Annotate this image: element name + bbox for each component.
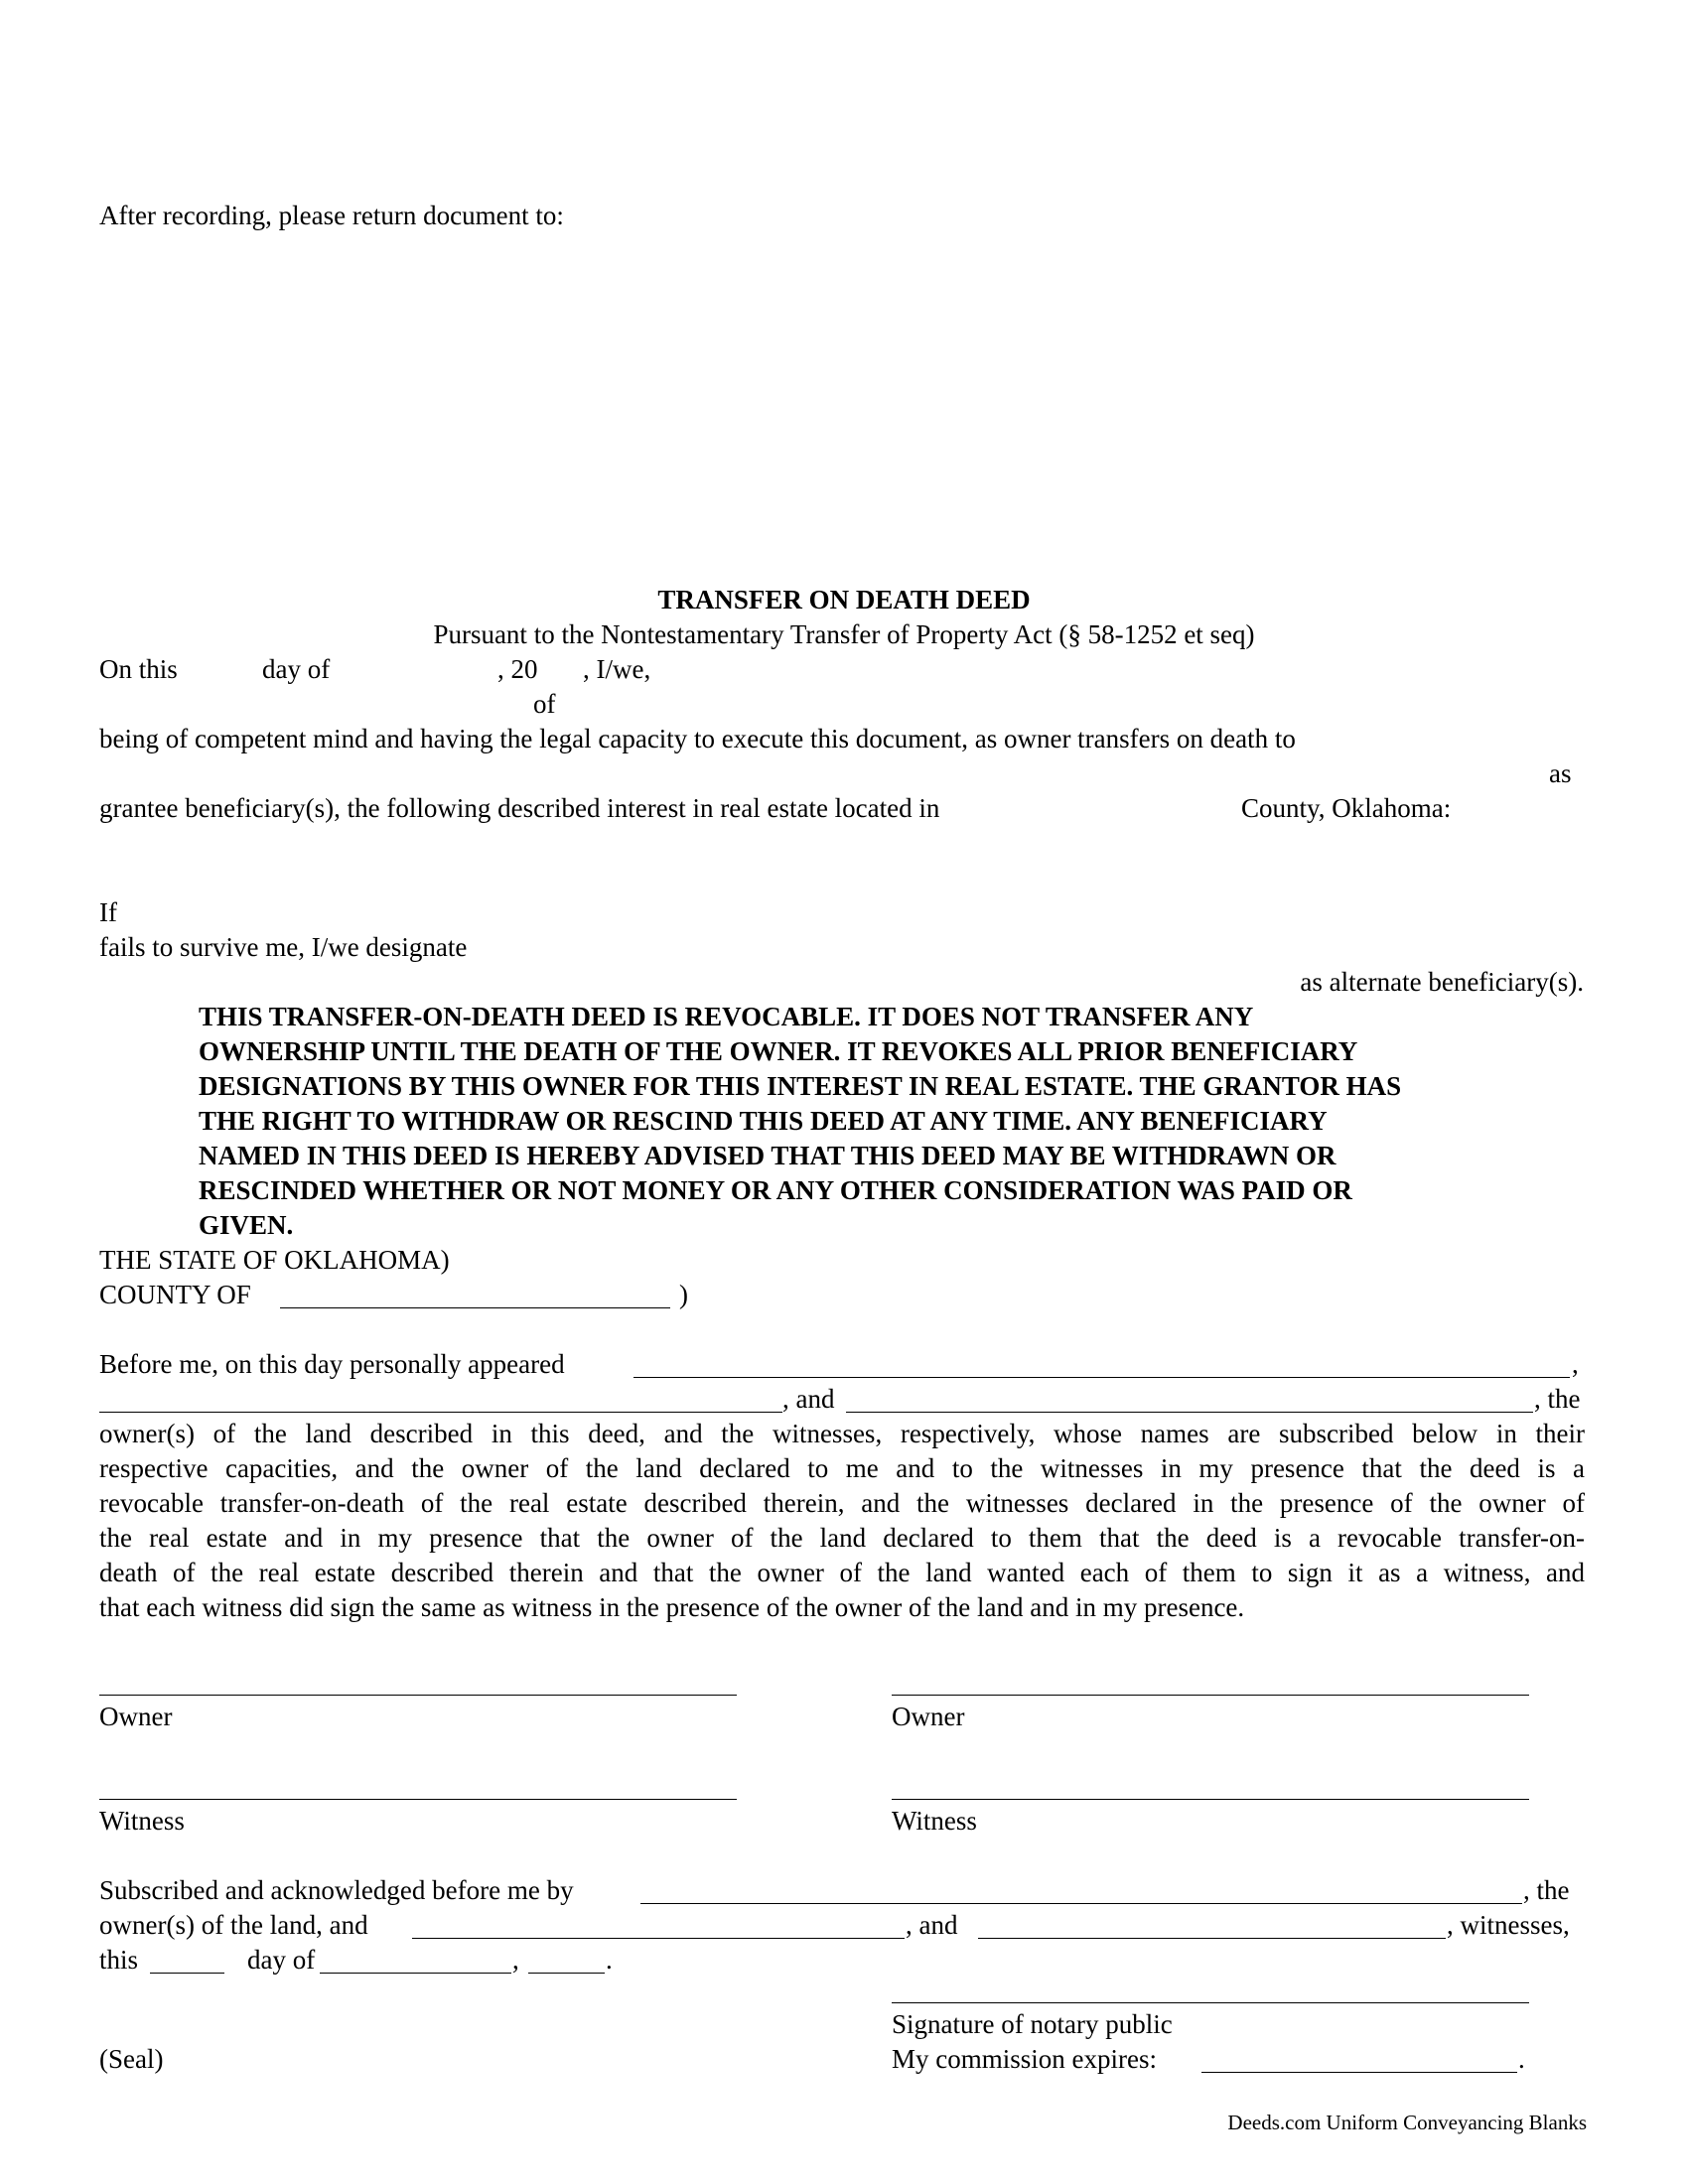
iwe-label: , I/we, [583, 654, 651, 684]
commission-expires-label: My commission expires: [892, 2044, 1157, 2074]
appearance-line: that each witness did sign the same as witness in the presence of the owner of the land and in my presence. [99, 1592, 1245, 1622]
footer-credit: Deeds.com Uniform Conveyancing Blanks [1227, 2111, 1587, 2134]
this-label: this [99, 1945, 139, 1975]
notice-line: THE RIGHT TO WITHDRAW OR RESCIND THIS DEED AT ANY TIME. ANY BENEFICIARY [199, 1106, 1328, 1136]
ack-the-label: , the [1523, 1875, 1570, 1905]
document-subtitle: Pursuant to the Nontestamentary Transfer of Property Act (§ 58-1252 et seq) [433, 619, 1255, 649]
commission-period: . [1518, 2044, 1525, 2074]
document-title: TRANSFER ON DEATH DEED [657, 585, 1031, 614]
ack-year-blank[interactable] [528, 1973, 605, 1974]
notice-line: DESIGNATIONS BY THIS OWNER FOR THIS INTEREST IN REAL ESTATE. THE GRANTOR HAS [199, 1071, 1402, 1101]
appearance-line: the real estate and in my presence that the owner of the land declared to them that the deed is a revocable transfer-on- [99, 1523, 1585, 1553]
ack-month-blank[interactable] [320, 1973, 511, 1974]
witness-signature-line-right[interactable] [892, 1799, 1529, 1800]
notary-signature-label: Signature of notary public [892, 2009, 1173, 2039]
year-prefix: , 20 [497, 654, 538, 684]
ack-comma: , [512, 1945, 519, 1975]
return-address-note: After recording, please return document to: [99, 201, 564, 230]
notice-line: OWNERSHIP UNTIL THE DEATH OF THE OWNER. IT REVOKES ALL PRIOR BENEFICIARY [199, 1036, 1358, 1066]
county-oklahoma-label: County, Oklahoma: [1241, 793, 1452, 823]
owners-of-land-label: owner(s) of the land, and [99, 1910, 368, 1940]
appearance-line: death of the real estate described therein and that the owner of the land wanted each of them to sign it as a witness, and [99, 1558, 1585, 1587]
as-label: as [1549, 758, 1572, 788]
ack-day-blank[interactable] [150, 1973, 224, 1974]
owner-label-left: Owner [99, 1702, 173, 1731]
witness-signature-line-left[interactable] [99, 1799, 737, 1800]
county-close-paren: ) [679, 1280, 688, 1309]
notice-line: RESCINDED WHETHER OR NOT MONEY OR ANY OTHER CONSIDERATION WAS PAID OR [199, 1175, 1352, 1205]
county-blank[interactable] [280, 1307, 670, 1308]
commission-expires-blank[interactable] [1201, 2072, 1517, 2073]
ack-and-label: , and [906, 1910, 958, 1940]
appearance-line: respective capacities, and the owner of the land declared to me and to the witnesses in my presence that the deed is a [99, 1453, 1585, 1483]
appearance-line: owner(s) of the land described in this deed, and the witnesses, respectively, whose names are subscribed below in their [99, 1419, 1585, 1448]
ack-witness-blank-2[interactable] [978, 1938, 1446, 1939]
county-of-label: COUNTY OF [99, 1280, 251, 1309]
witnesses-label: , witnesses, [1447, 1910, 1570, 1940]
alternate-beneficiary-text: as alternate beneficiary(s). [1300, 967, 1584, 997]
seal-label: (Seal) [99, 2044, 164, 2074]
owner-signature-line-right[interactable] [892, 1695, 1529, 1696]
state-of-oklahoma: THE STATE OF OKLAHOMA) [99, 1245, 450, 1275]
the-label: , the [1534, 1384, 1581, 1414]
competent-mind-text: being of competent mind and having the legal capacity to execute this document, as owner transfers on death to [99, 724, 1296, 753]
notary-signature-line[interactable] [892, 2002, 1529, 2003]
ack-witness-blank-1[interactable] [412, 1938, 905, 1939]
appeared-name-blank[interactable] [633, 1377, 1570, 1378]
ack-period: . [606, 1945, 613, 1975]
notice-line: NAMED IN THIS DEED IS HEREBY ADVISED THAT THIS DEED MAY BE WITHDRAWN OR [199, 1141, 1336, 1170]
before-me-label: Before me, on this day personally appeared [99, 1349, 565, 1379]
of-label: of [533, 689, 556, 719]
if-label: If [99, 897, 117, 927]
witness-label-left: Witness [99, 1806, 185, 1836]
and-label: , and [782, 1384, 835, 1414]
notice-line: GIVEN. [199, 1210, 294, 1240]
owner-signature-line-left[interactable] [99, 1695, 737, 1696]
grantee-beneficiary-text: grantee beneficiary(s), the following described interest in real estate located in [99, 793, 940, 823]
witness-name-blank-1[interactable] [99, 1412, 782, 1413]
witness-name-blank-2[interactable] [846, 1412, 1533, 1413]
appearance-line: revocable transfer-on-death of the real estate described therein, and the witnesses declared in the presence of the owner of [99, 1488, 1585, 1518]
ack-day-of-label: day of [247, 1945, 316, 1975]
subscribed-label: Subscribed and acknowledged before me by [99, 1875, 574, 1905]
on-this-label: On this [99, 654, 178, 684]
appeared-comma: , [1572, 1349, 1579, 1379]
day-of-label: day of [262, 654, 331, 684]
subscribed-name-blank[interactable] [640, 1903, 1522, 1904]
fails-to-survive-text: fails to survive me, I/we designate [99, 932, 468, 962]
notice-line: THIS TRANSFER-ON-DEATH DEED IS REVOCABLE. IT DOES NOT TRANSFER ANY [199, 1002, 1254, 1031]
witness-label-right: Witness [892, 1806, 977, 1836]
owner-label-right: Owner [892, 1702, 965, 1731]
